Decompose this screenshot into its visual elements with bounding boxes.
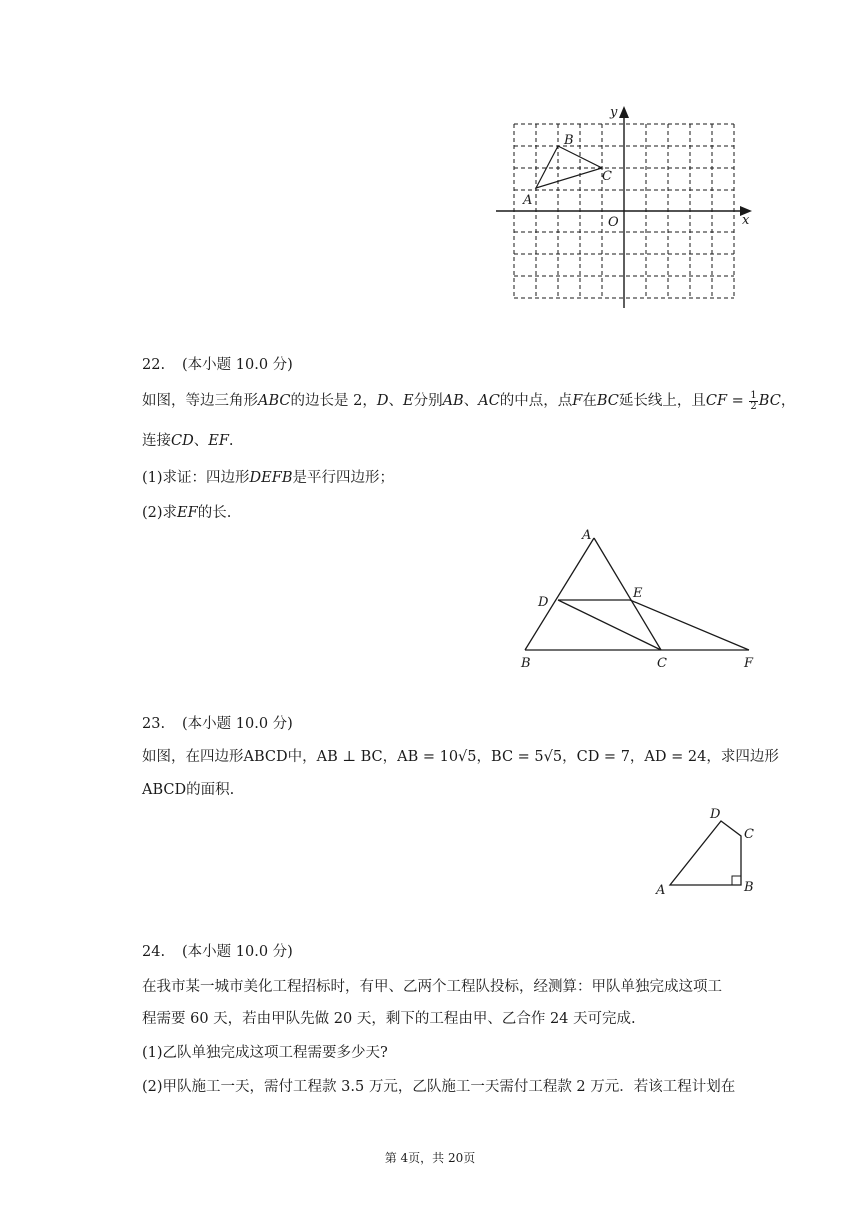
label-origin: O bbox=[608, 215, 619, 230]
q23-score: (本小题 10.0 分) bbox=[182, 716, 293, 732]
quadrilateral-abcd bbox=[670, 821, 741, 885]
coordinate-grid-figure bbox=[490, 100, 760, 315]
text: = bbox=[727, 393, 749, 409]
q22-line2 bbox=[142, 429, 234, 450]
text: 连接 bbox=[142, 433, 171, 449]
text: 的长. bbox=[197, 505, 232, 521]
q23-number: 23. bbox=[142, 716, 166, 732]
label-b: B bbox=[521, 656, 531, 671]
q22-figure bbox=[505, 522, 775, 672]
text: 、 bbox=[193, 433, 209, 449]
text: 的中点，点 bbox=[499, 393, 573, 409]
label-d: D bbox=[538, 595, 549, 610]
math-bc: BC bbox=[758, 393, 781, 409]
q22-header bbox=[142, 353, 293, 374]
label-a: A bbox=[582, 528, 592, 543]
q24-part1: (1)乙队单独完成这项工程需要多少天? bbox=[142, 1045, 388, 1061]
math-f: F bbox=[572, 393, 583, 409]
text: (1)求证：四边形 bbox=[142, 470, 250, 486]
q24-part2: (2)甲队施工一天，需付工程款 3.5 万元，乙队施工一天需付工程款 2 万元．若该工程计划在 bbox=[142, 1079, 736, 1095]
page-footer: 第 4页，共 20页 bbox=[384, 1151, 476, 1165]
text: 在 bbox=[582, 393, 597, 409]
label-y: y bbox=[610, 105, 618, 120]
label-x: x bbox=[742, 213, 750, 228]
q22-part2 bbox=[142, 501, 231, 522]
math-d: D bbox=[376, 393, 389, 409]
label-b: B bbox=[564, 133, 574, 148]
math-cd: CD bbox=[171, 433, 194, 449]
text: 、 bbox=[463, 393, 479, 409]
fraction-numerator: 1 bbox=[750, 389, 757, 401]
text: 的边长是 2， bbox=[290, 393, 377, 409]
q24-line1: 在我市某一城市美化工程招标时，有甲、乙两个工程队投标，经测算：甲队单独完成这项工 bbox=[142, 979, 722, 995]
q22-line1 bbox=[142, 389, 795, 412]
q24-score: (本小题 10.0 分) bbox=[182, 944, 293, 960]
math-defb: DEFB bbox=[249, 470, 293, 486]
q24-number: 24. bbox=[142, 944, 166, 960]
q22-part1 bbox=[142, 466, 394, 487]
text: 是平行四边形； bbox=[292, 470, 394, 486]
label-a: A bbox=[523, 193, 533, 208]
q23-line2: ABCD的面积. bbox=[142, 782, 235, 798]
math-ef: EF bbox=[208, 433, 229, 449]
label-e: E bbox=[633, 586, 643, 601]
label-b: B bbox=[744, 880, 754, 895]
text: 、 bbox=[388, 393, 403, 409]
q24-header bbox=[142, 940, 293, 961]
triangle-abc bbox=[536, 146, 602, 188]
right-angle-mark bbox=[732, 876, 741, 885]
label-c: C bbox=[657, 656, 667, 671]
math-abc: ABC bbox=[258, 393, 291, 409]
text: 延长线上，且 bbox=[618, 393, 706, 409]
text: ， bbox=[780, 393, 796, 409]
math-ef: EF bbox=[177, 505, 198, 521]
math-cf: CF bbox=[705, 393, 728, 409]
q23-figure bbox=[652, 800, 762, 900]
text: 如图，等边三角形 bbox=[142, 393, 258, 409]
q24-line2: 程需要 60 天，若由甲队先做 20 天，剩下的工程由甲、乙合作 24 天可完成. bbox=[142, 1011, 636, 1027]
label-c: C bbox=[744, 827, 754, 842]
text: 分别 bbox=[413, 393, 443, 409]
text: . bbox=[228, 433, 234, 449]
segment-ef bbox=[630, 600, 749, 650]
q23-header bbox=[142, 712, 293, 733]
q22-number: 22. bbox=[142, 357, 166, 373]
segment-ab bbox=[525, 538, 594, 650]
math-bc: BC bbox=[596, 393, 619, 409]
label-c: C bbox=[602, 169, 612, 184]
math-ab: AB bbox=[442, 393, 464, 409]
math-e: E bbox=[402, 393, 414, 409]
math-ac: AC bbox=[478, 393, 500, 409]
fraction-one-half bbox=[749, 391, 757, 412]
label-d: D bbox=[710, 807, 721, 822]
q22-score: (本小题 10.0 分) bbox=[182, 357, 293, 373]
y-axis-arrow bbox=[619, 106, 629, 118]
text: (2)求 bbox=[142, 505, 178, 521]
label-a: A bbox=[656, 883, 666, 898]
label-f: F bbox=[744, 656, 754, 671]
q23-line1: 如图，在四边形ABCD中，AB ⊥ BC，AB = 10√5，BC = 5√5，CD = 7，AD = 24，求四边形 bbox=[142, 749, 779, 765]
fraction-denominator: 2 bbox=[750, 400, 757, 412]
